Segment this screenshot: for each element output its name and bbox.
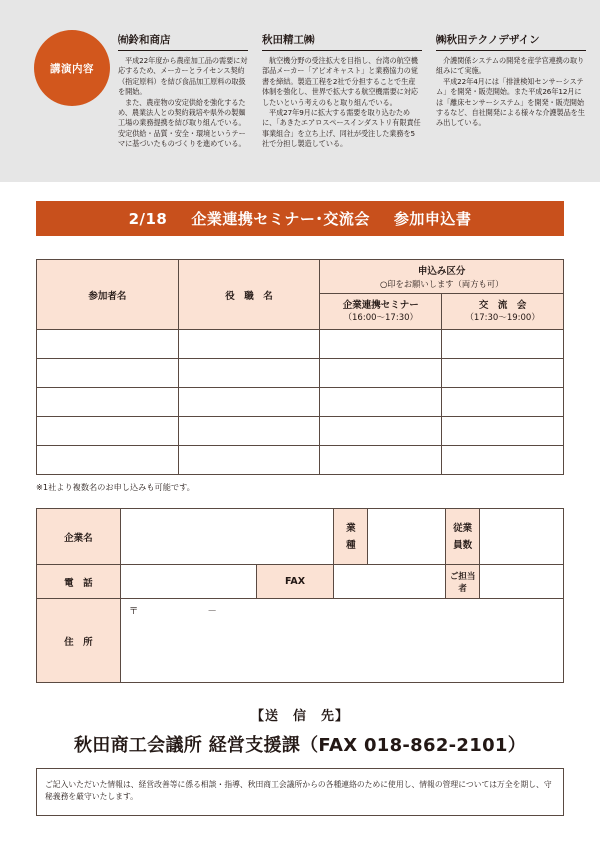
company-name-field[interactable]: [120, 509, 334, 565]
job-title-cell[interactable]: [178, 359, 320, 388]
company-description: 航空機分野の受注拡大を目指し、台湾の航空機部品メーカー「アビオキャスト」と業務協力の覚書を締結。製造工程を2社で分担することで生産体制を強化し、世界で拡大する航空機需要に対応したいという考えのもと取り組んでいる。: [262, 56, 418, 107]
postal-dash: －: [207, 606, 217, 617]
seminar-header: [320, 294, 442, 330]
employees-label: [446, 509, 480, 565]
participant-name-cell[interactable]: [37, 330, 179, 359]
application-category-header: [320, 260, 564, 294]
employees-field[interactable]: [480, 509, 564, 565]
lecture-content-badge: 講演内容: [34, 30, 110, 106]
address-label: 住 所: [37, 599, 121, 683]
exchange-cell[interactable]: [442, 417, 564, 446]
seminar-cell[interactable]: [320, 330, 442, 359]
job-title-cell[interactable]: [178, 330, 320, 359]
phone-field[interactable]: [120, 565, 256, 599]
exchange-header: [442, 294, 564, 330]
send-to-destination: 秋田商工会議所 経営支援課（FAX 018-862-2101）: [73, 735, 527, 756]
exchange-cell[interactable]: [442, 446, 564, 475]
company-description: 平成22年度から農産加工品の需要に対応するため、メーカーとライセンス契約（指定原料）を結び食品加工原料の取扱を開始。: [118, 56, 248, 97]
postal-mark: 〒: [128, 606, 139, 617]
exchange-cell[interactable]: [442, 359, 564, 388]
multiple-applicants-note: ※1社より複数名のお申し込みも可能です。: [36, 482, 195, 492]
exchange-cell[interactable]: [442, 388, 564, 417]
employees-label-line2: 員数: [453, 539, 473, 551]
phone-label: 電 話: [37, 565, 121, 599]
table-row: [37, 417, 564, 446]
participant-name-cell[interactable]: [37, 388, 179, 417]
industry-label-line1: 業: [346, 522, 356, 534]
job-title-cell[interactable]: [178, 446, 320, 475]
company-column-suzuwa: [118, 32, 248, 150]
application-category-label: 申込み区分: [417, 265, 466, 277]
industry-label-line2: 種: [346, 539, 356, 551]
job-title-cell[interactable]: [178, 417, 320, 446]
company-description: また、農産物の安定供給を強化するため、農業法人との契約栽培や県外の製麺工場の業務提携を結び取り組んでいる。安定供給・品質・安全・環境というテーマに基づいたものづくりを進めている。: [118, 97, 246, 149]
send-to-label: 【送 信 先】: [250, 709, 349, 724]
seminar-cell[interactable]: [320, 359, 442, 388]
job-title-header: 役 職 名: [178, 260, 320, 330]
exchange-label: 交 流 会: [478, 299, 527, 311]
industry-field[interactable]: [368, 509, 446, 565]
company-description: 平成27年9月に拡大する需要を取り込むために、「あきたエアロスペースインダストリ有限責任事業組合」を立ち上げ、同社が受注した業務を5社で分担し製造している。: [262, 108, 421, 149]
fax-label: FAX: [256, 565, 334, 599]
participant-name-header: 参加者名: [37, 260, 179, 330]
address-field[interactable]: [120, 599, 563, 683]
participant-name-cell[interactable]: [37, 359, 179, 388]
fax-field[interactable]: [334, 565, 446, 599]
seminar-cell[interactable]: [320, 417, 442, 446]
company-description: 介護関係システムの開発を産学官連携の取り組みにて実施。: [436, 56, 585, 76]
speaker-band: [0, 0, 600, 182]
company-name: 秋田精工㈱: [262, 32, 422, 51]
privacy-notice: ご記入いただいた情報は、経営改善等に係る相談・指導、秋田商工会議所からの各種連絡のために使用し、情報の管理については万全を期し、守秘義務を厳守いたします。: [36, 768, 564, 816]
contact-person-label: ご担当者: [446, 565, 480, 599]
company-column-akita-techno-design: [436, 32, 586, 129]
participant-table: [36, 259, 564, 475]
table-row: [37, 330, 564, 359]
event-date: 2/18: [128, 209, 168, 228]
event-title: 企業連携セミナー･交流会: [191, 210, 370, 228]
company-info-table: [36, 508, 564, 683]
seminar-cell[interactable]: [320, 388, 442, 417]
company-column-akita-seiko: [262, 32, 422, 150]
application-category-note: ○印をお願いします（両方も可）: [379, 278, 504, 289]
company-name: ㈱秋田テクノデザイン: [436, 32, 586, 51]
company-description: 平成22年4月には「排泄検知センサーシステム」を開発・販売開始。また平成26年12月には「離床センサーシステム」を開発・販売開始するなど、自社開発による様々な介護製品を生み出している。: [436, 76, 585, 128]
company-name: ㈲鈴和商店: [118, 32, 248, 51]
seminar-time: （16:00〜17:30）: [343, 312, 419, 323]
table-row: [37, 359, 564, 388]
exchange-cell[interactable]: [442, 330, 564, 359]
participant-name-cell[interactable]: [37, 446, 179, 475]
job-title-cell[interactable]: [178, 388, 320, 417]
company-name-label: 企業名: [37, 509, 121, 565]
seminar-label: 企業連携セミナー: [342, 299, 419, 311]
employees-label-line1: 従業: [453, 522, 473, 534]
form-subtitle: 参加申込書: [393, 210, 472, 228]
industry-label: [334, 509, 368, 565]
exchange-time: （17:30〜19:00）: [465, 312, 540, 323]
form-title-banner: [36, 201, 564, 236]
table-row: [37, 446, 564, 475]
table-row: [37, 388, 564, 417]
participant-name-cell[interactable]: [37, 417, 179, 446]
seminar-cell[interactable]: [320, 446, 442, 475]
contact-person-field[interactable]: [480, 565, 564, 599]
